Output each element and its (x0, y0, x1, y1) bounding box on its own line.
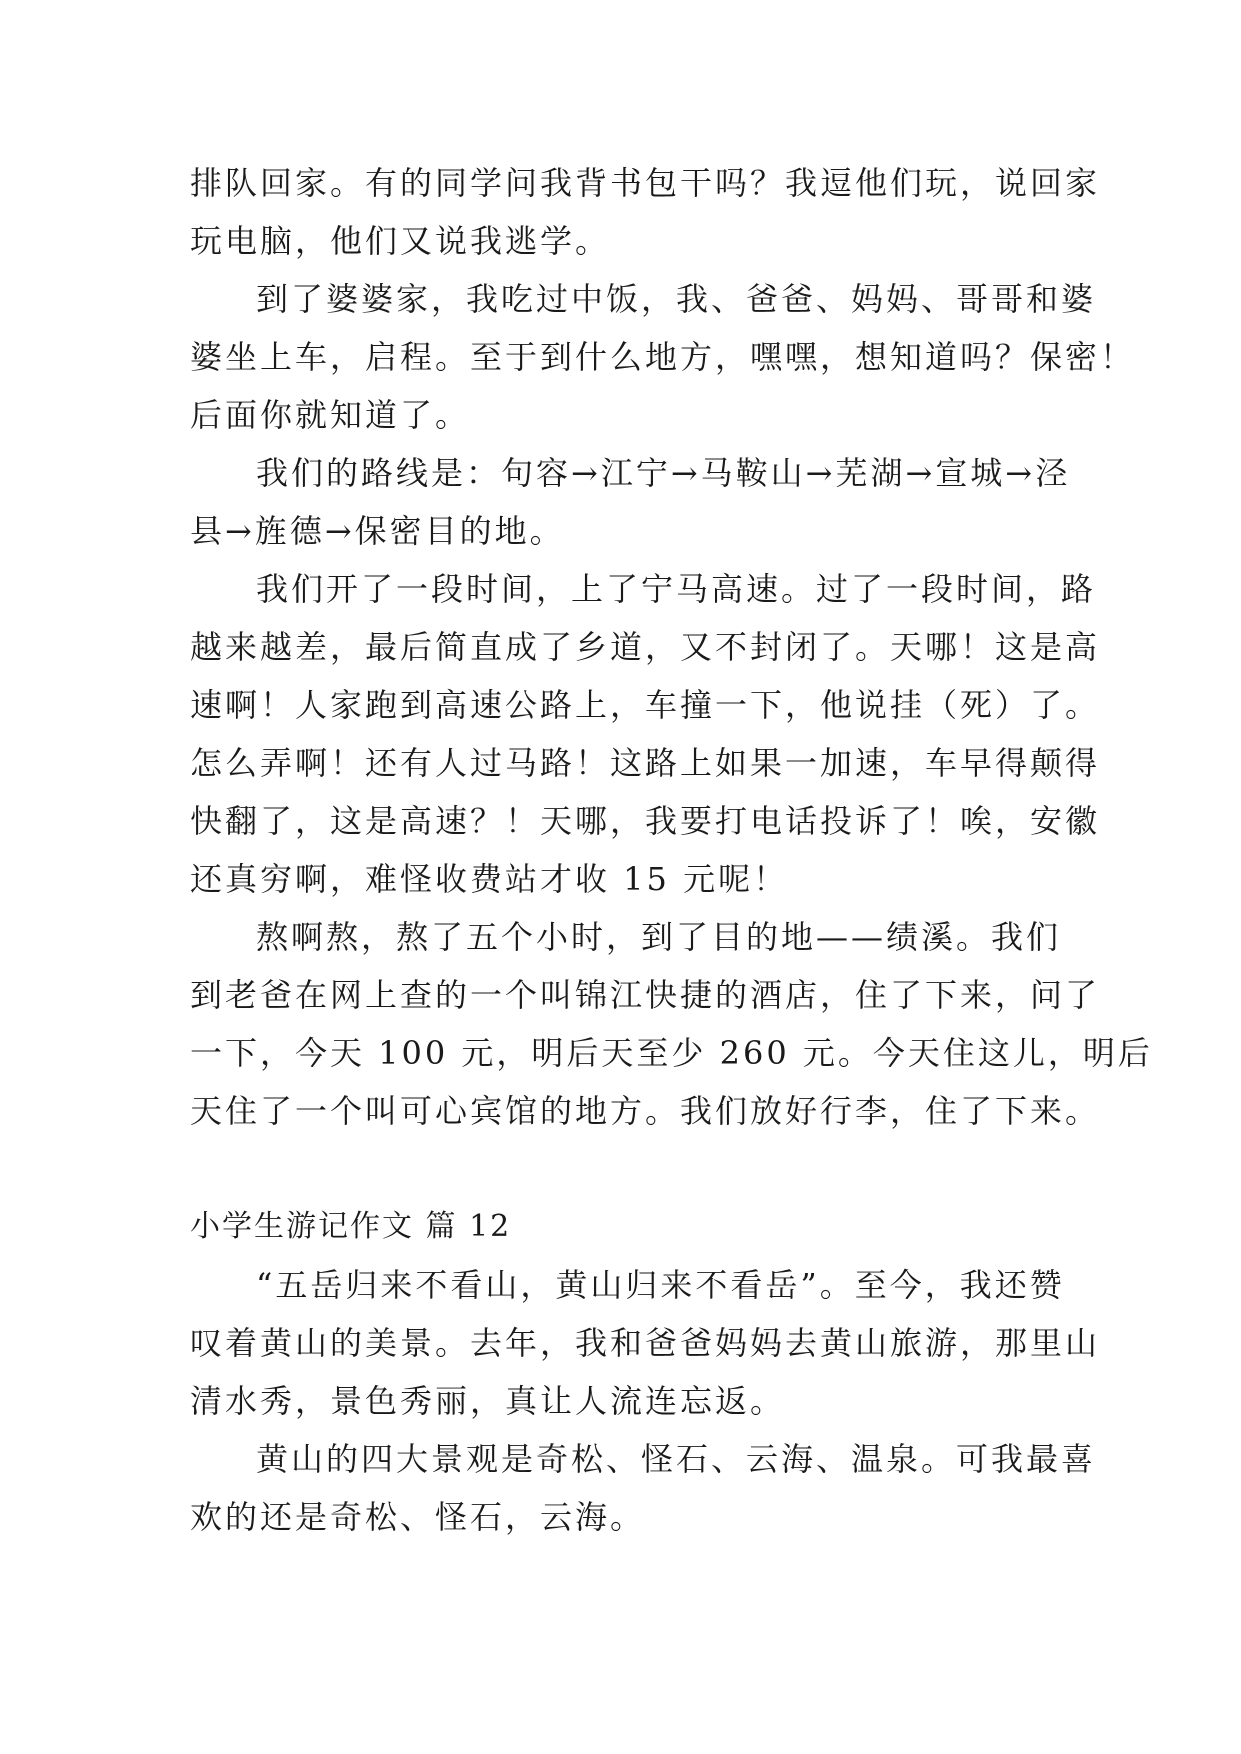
text-line: 玩电脑，他们又说我逃学。 (190, 222, 611, 260)
text-line: 县→旌德→保密目的地。 (190, 512, 565, 550)
text-line: 叹着黄山的美景。去年，我和爸爸妈妈去黄山旅游，那里山 (190, 1324, 1101, 1362)
text-line: 一下，今天 100 元，明后天至少 260 元。今天住这儿，明后 (190, 1034, 1153, 1072)
section-heading: 小学生游记作文 篇 12 (190, 1209, 512, 1244)
text-line: 婆坐上车，启程。至于到什么地方，嘿嘿，想知道吗？保密！ (190, 338, 1136, 376)
text-line: 越来越差，最后简直成了乡道，又不封闭了。天哪！这是高 (190, 628, 1101, 666)
text-line: 我们的路线是：句容→江宁→马鞍山→芜湖→宣城→泾 (256, 454, 1071, 492)
text-line: 还真穷啊，难怪收费站才收 15 元呢！ (190, 860, 789, 898)
text-line: 后面你就知道了。 (190, 396, 471, 434)
document-page (190, 154, 1153, 1546)
text-line: 天住了一个叫可心宾馆的地方。我们放好行李，住了下来。 (190, 1092, 1101, 1130)
text-line: 清水秀，景色秀丽，真让人流连忘返。 (190, 1382, 786, 1420)
text-line: 到老爸在网上查的一个叫锦江快捷的酒店，住了下来，问了 (190, 976, 1101, 1014)
text-line: 怎么弄啊！还有人过马路！这路上如果一加速，车早得颠得 (190, 744, 1101, 782)
text-line: 快翻了，这是高速？！天哪，我要打电话投诉了！唉，安徽 (190, 802, 1101, 840)
text-line: 排队回家。有的同学问我背书包干吗？我逗他们玩，说回家 (190, 164, 1101, 202)
text-line: 熬啊熬，熬了五个小时，到了目的地——绩溪。我们 (256, 918, 1062, 956)
text-line: 到了婆婆家，我吃过中饭，我、爸爸、妈妈、哥哥和婆 (256, 280, 1097, 318)
text-line: 黄山的四大景观是奇松、怪石、云海、温泉。可我最喜 (256, 1440, 1097, 1478)
paragraph-gap (190, 1140, 1070, 1198)
text-line: 欢的还是奇松、怪石，云海。 (190, 1498, 646, 1536)
text-line: 我们开了一段时间，上了宁马高速。过了一段时间，路 (256, 570, 1097, 608)
text-line: “五岳归来不看山，黄山归来不看岳”。至今，我还赞 (256, 1266, 1065, 1304)
text-line: 速啊！人家跑到高速公路上，车撞一下，他说挂（死）了。 (190, 686, 1101, 724)
